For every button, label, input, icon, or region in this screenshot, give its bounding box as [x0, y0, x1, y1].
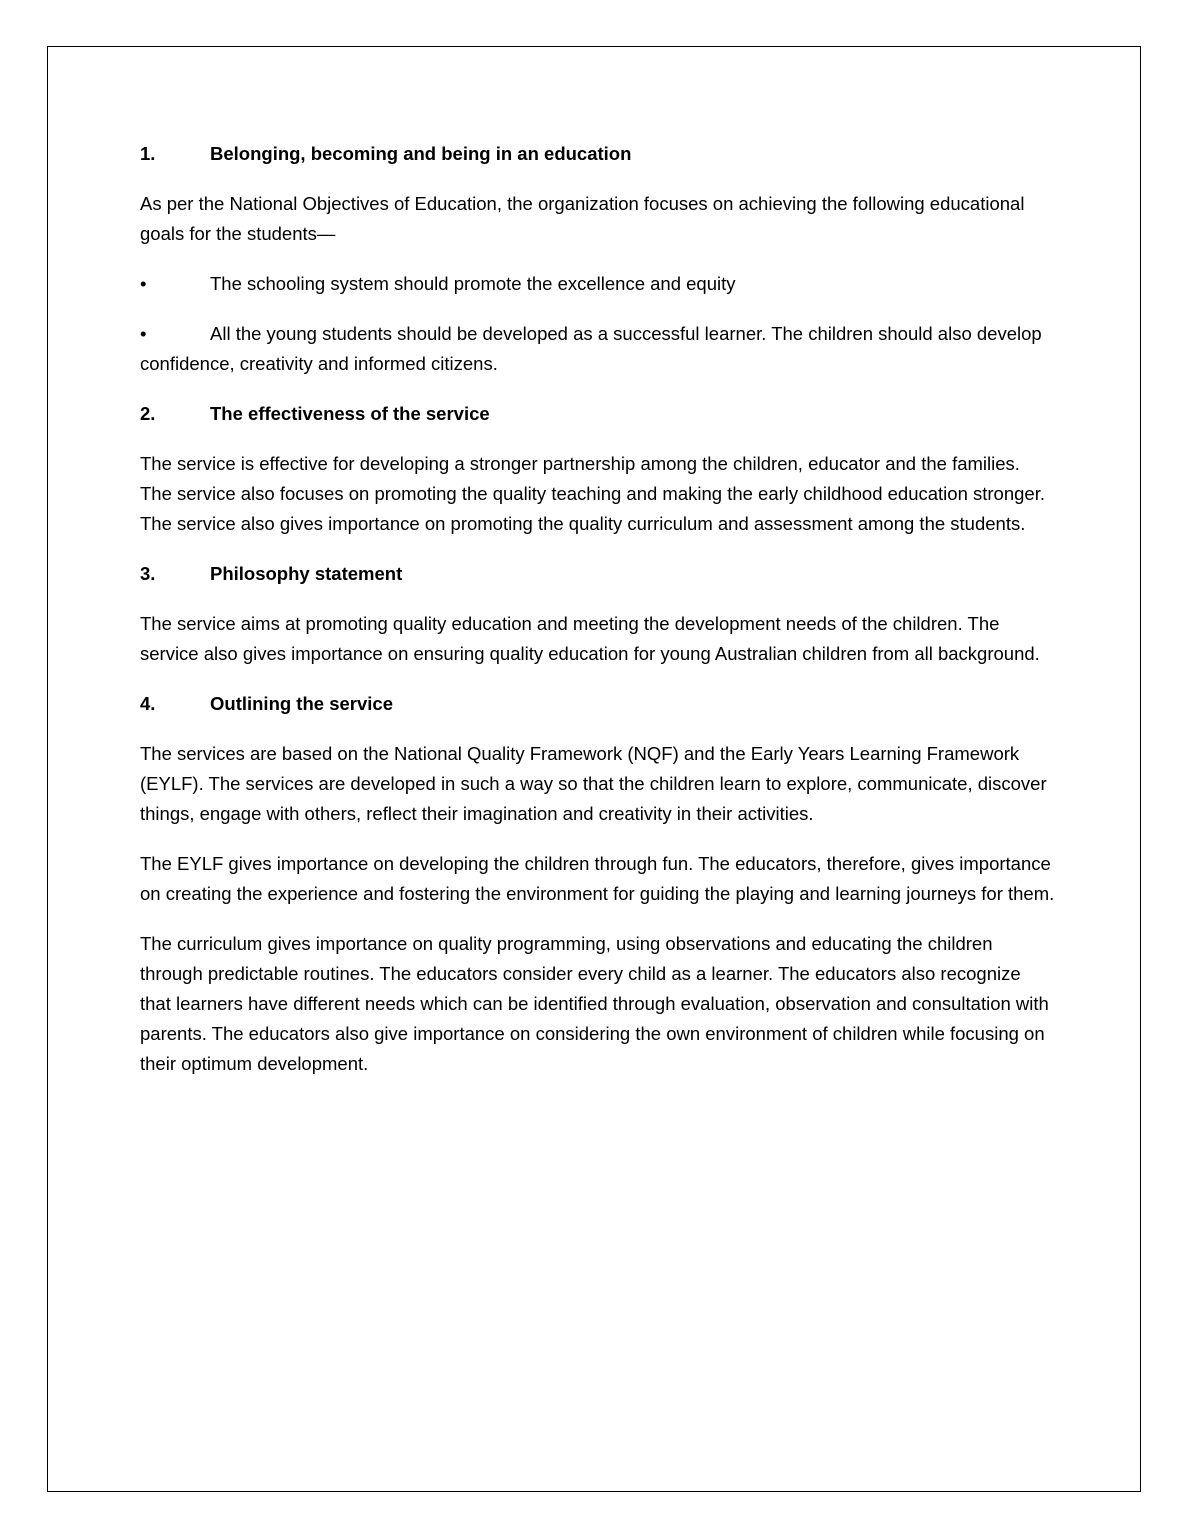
- bullet-icon: •: [140, 273, 147, 294]
- document-body: [140, 139, 1055, 1099]
- section-1-intro: As per the National Objectives of Education, the organization focuses on achieving the following educational goals for the students—: [140, 193, 1025, 244]
- bullet-text: All the young students should be developed as a successful learner. The children should also develop confidence, creativity and informed citizens.: [140, 323, 1042, 374]
- section-heading-4: [140, 689, 1055, 719]
- section-number: 2.: [140, 403, 156, 424]
- section-title: Outlining the service: [210, 693, 393, 714]
- section-number: 4.: [140, 693, 156, 714]
- section-heading-1: [140, 139, 1055, 169]
- section-heading-3: [140, 559, 1055, 589]
- section-number: 1.: [140, 143, 156, 164]
- bullet-text: The schooling system should promote the excellence and equity: [210, 273, 736, 294]
- section-title: Philosophy statement: [210, 563, 403, 584]
- section-number: 3.: [140, 563, 156, 584]
- section-title: The effectiveness of the service: [210, 403, 490, 424]
- bullet-item: [140, 269, 1055, 299]
- section-3-paragraph: The service aims at promoting quality education and meeting the development needs of the children. The service also gives importance on ensuring quality education for young Australian children from all background.: [140, 613, 1040, 664]
- bullet-icon: •: [140, 323, 147, 344]
- bullet-item: [140, 319, 1055, 379]
- section-4-paragraph: The curriculum gives importance on quality programming, using observations and educating the children through predictable routines. The educators consider every child as a learner. The educators also recognize that learners have different needs which can be identified through evaluation, observation and consultation with parents. The educators also give importance on considering the own environment of children while focusing on their optimum development.: [140, 933, 1049, 1074]
- section-title: Belonging, becoming and being in an education: [210, 143, 632, 164]
- section-4-paragraph: The services are based on the National Quality Framework (NQF) and the Early Years Learning Framework (EYLF). The services are developed in such a way so that the children learn to explore, communicate, discover things, engage with others, reflect their imagination and creativity in their activities.: [140, 743, 1047, 824]
- section-4-paragraph: The EYLF gives importance on developing the children through fun. The educators, therefore, gives importance on creating the experience and fostering the environment for guiding the playing and learning journeys for them.: [140, 853, 1055, 904]
- section-2-paragraph: The service is effective for developing a stronger partnership among the children, educator and the families. The service also focuses on promoting the quality teaching and making the early childhood education stronger. The service also gives importance on promoting the quality curriculum and assessment among the students.: [140, 453, 1045, 534]
- section-heading-2: [140, 399, 1055, 429]
